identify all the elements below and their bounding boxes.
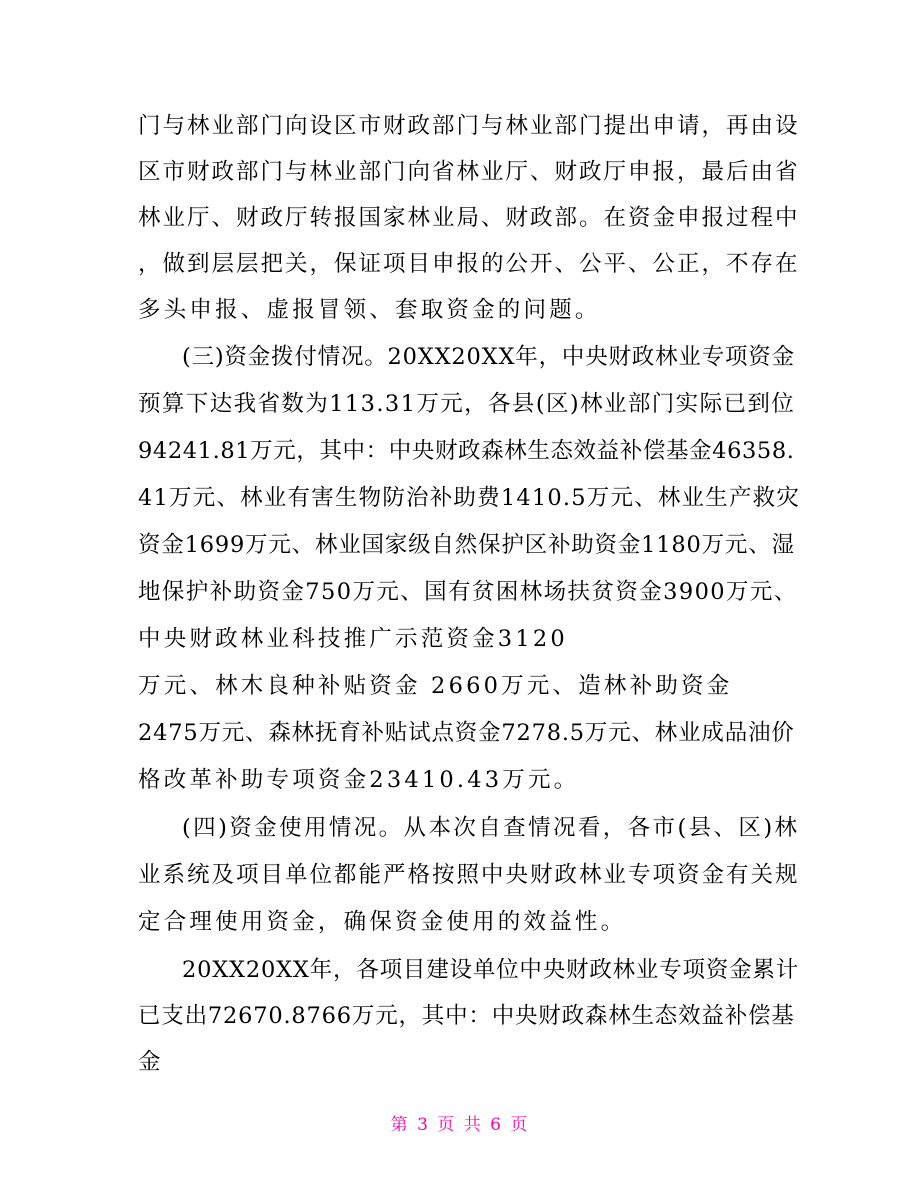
text-line: 多头申报、虚报冒领、套取资金的问题。 [138, 297, 601, 323]
text-line: 定合理使用资金，确保资金使用的效益性。 [138, 909, 627, 935]
paragraph-start-line: (三)资金拨付情况。20XX20XX年，中央财政林业专项资金 [182, 344, 795, 370]
text-line: 区市财政部门与林业部门向省林业厅、财政厅申报，最后由省 [138, 159, 800, 185]
text-line: 94241.81万元，其中：中央财政森林生态效益补偿基金46358. [138, 438, 795, 464]
text-line: 中央财政林业科技推广示范资金3120 [138, 626, 568, 652]
text-line: 林业厅、财政厅转报国家林业局、财政部。在资金申报过程中 [138, 205, 800, 231]
text-line: 金 [138, 1049, 164, 1075]
text-line: 地保护补助资金750万元、国有贫困林场扶贫资金3900万元、 [138, 579, 798, 605]
paragraph-start-line: 20XX20XX年，各项目建设单位中央财政林业专项资金累计 [182, 957, 800, 983]
text-line: 门与林业部门向设区市财政部门与林业部门提出申请，再由设 [138, 113, 800, 139]
text-line: 已支出72670.8766万元，其中：中央财政森林生态效益补偿基 [138, 1003, 795, 1029]
text-line: ，做到层层把关，保证项目申报的公开、公平、公正，不存在 [138, 251, 800, 277]
text-line: 资金1699万元、林业国家级自然保护区补助资金1180万元、湿 [138, 532, 795, 558]
paragraph-start-line: (四)资金使用情况。从本次自查情况看，各市(县、区)林 [182, 815, 800, 841]
text-line: 预算下达我省数为113.31万元，各县(区)林业部门实际已到位 [138, 391, 796, 417]
text-line: 2475万元、森林抚育补贴试点资金7278.5万元、林业成品油价 [138, 720, 795, 746]
text-line: 41万元、林业有害生物防治补助费1410.5万元、林业生产救灾 [138, 485, 801, 511]
page-number-footer: 第 3 页 共 6 页 [390, 1115, 530, 1135]
text-line: 格改革补助专项资金23410.43万元。 [138, 767, 580, 793]
text-line: 业系统及项目单位都能严格按照中央财政林业专项资金有关规 [138, 862, 800, 888]
text-line: 万元、林木良种补贴资金 2660万元、造林补助资金 [138, 673, 733, 699]
